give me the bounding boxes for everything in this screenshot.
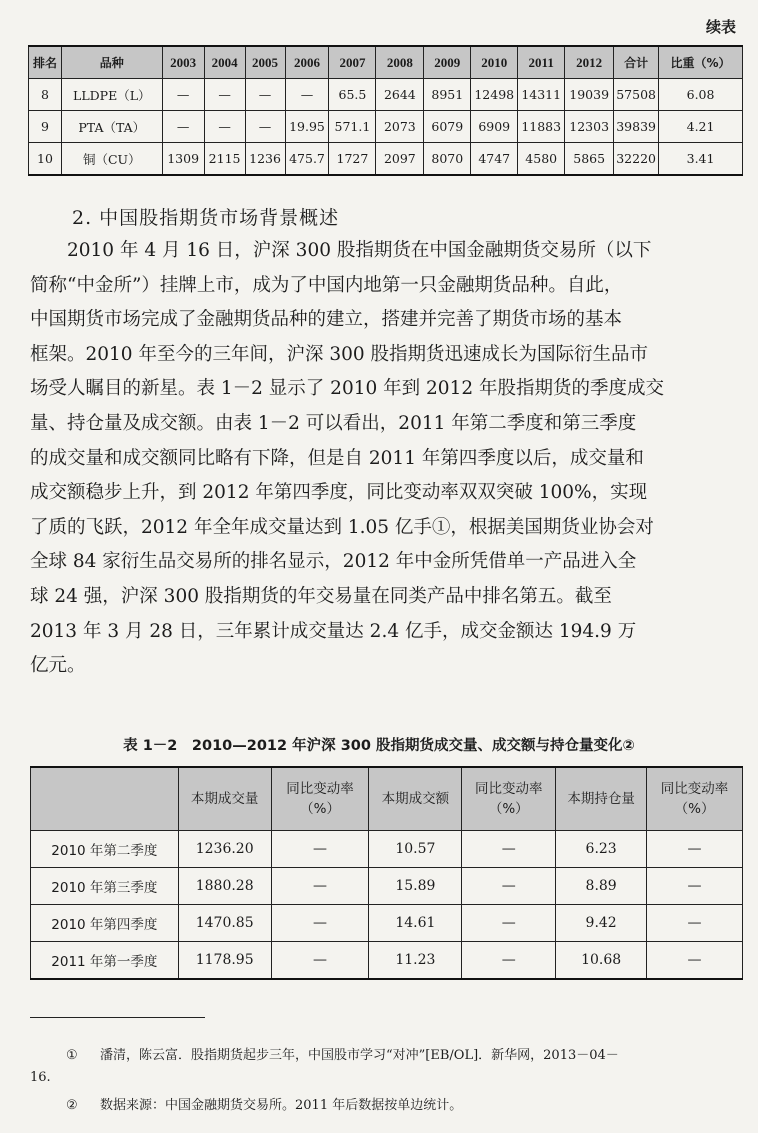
footnote-1 [30,1045,742,1089]
header-cell: 2005 [245,46,285,79]
table-cell: 1236.20 [178,831,271,868]
table-cell: 5865 [565,143,614,176]
table-cell: 10.57 [369,831,462,868]
table-cell: 57508 [614,79,659,111]
table-cell: 2073 [376,111,424,143]
table-cell: 1178.95 [178,942,271,980]
header-cell [647,767,743,831]
row-label: 2011 年第一季度 [31,942,179,980]
table-cell: 19.95 [285,111,329,143]
table-cell: 39839 [614,111,659,143]
header-cell: 2011 [518,46,565,79]
table-cell: 9 [29,111,62,143]
table-cell: 3.41 [659,143,743,176]
footnote-2 [30,1095,742,1117]
paragraph-line: 球 24 强，沪深 300 股指期货的年交易量在同类产品中排名第五。截至 [30,585,612,607]
table-cell: — [462,942,556,980]
table-cell: — [271,942,369,980]
table-cell: 8.89 [556,868,647,905]
table-cell: — [647,831,743,868]
table-cell: — [245,79,285,111]
header-line: 本期成交额 [381,791,450,807]
table-cell: 铜（CU） [61,143,162,176]
paragraph-line: 的成交量和成交额同比略有下降，但是自 2011 年第四季度以后，成交量和 [30,447,644,469]
row-label: 2010 年第二季度 [31,831,179,868]
table-cell: 19039 [565,79,614,111]
table-cell: 6079 [424,111,471,143]
table-row [31,942,743,980]
paragraph-line: 量、持仓量及成交额。由表 1－2 可以看出，2011 年第二季度和第三季度 [30,412,637,434]
table-cell: 8070 [424,143,471,176]
footnote-text: 数据来源：中国金融期货交易所。2011 年后数据按单边统计。 [100,1098,463,1113]
table-cell: 6909 [471,111,518,143]
table-row [31,831,743,868]
header-cell: 2010 [471,46,518,79]
table-cell: — [462,831,556,868]
footnote-mark: ② [66,1098,78,1113]
table-cell: 15.89 [369,868,462,905]
paragraph-line: 2013 年 3 月 28 日，三年累计成交量达 2.4 亿手，成交金额达 194.9 万 [30,620,637,642]
header-cell: 2007 [329,46,376,79]
table-cell: 475.7 [285,143,329,176]
table-cell: LLDPE（L） [61,79,162,111]
table-cell: — [285,79,329,111]
paragraph-line: 成交额稳步上升，到 2012 年第四季度，同比变动率双双突破 100%，实现 [30,482,648,504]
table-row [31,905,743,942]
table-cell: 11883 [518,111,565,143]
footnote-text: 潘清，陈云富．股指期货起步三年，中国股市学习“对冲”[EB/OL]．新华网，2013－04－ [100,1048,619,1063]
table-cell: 6.08 [659,79,743,111]
header-line: 同比变动率 [475,781,543,797]
table-cell: 10 [29,143,62,176]
paragraph-line: 亿元。 [30,655,86,677]
table-cell: — [647,868,743,905]
table-cell: 1880.28 [178,868,271,905]
table-cell: 12498 [471,79,518,111]
header-cell: 排名 [29,46,62,79]
footnote-continuation: 16. [30,1070,51,1085]
paragraph-line: 中国期货市场完成了金融期货品种的建立，搭建并完善了期货市场的基本 [30,309,623,331]
footnote-divider [30,1017,205,1018]
table-cell: 65.5 [329,79,376,111]
header-line: 同比变动率 [660,781,729,797]
table-cell: 14.61 [369,905,462,942]
table-cell: 9.42 [556,905,647,942]
header-line: （%） [488,801,529,817]
table-cell: 8951 [424,79,471,111]
header-cell: 合计 [614,46,659,79]
section-heading: 2. 中国股指期货市场背景概述 [72,207,340,229]
header-cell-empty [31,767,179,831]
table-cell: 2644 [376,79,424,111]
header-cell [178,767,271,831]
table-cell: 6.23 [556,831,647,868]
table-cell: 4747 [471,143,518,176]
body-paragraph [30,234,742,684]
table-cell: 12303 [565,111,614,143]
table-row [31,868,743,905]
header-cell [462,767,556,831]
table-row [29,111,743,143]
paragraph-line: 简称“中金所”）挂牌上市，成为了中国内地第一只金融期货品种。自此， [30,274,623,296]
header-cell: 品种 [61,46,162,79]
table-cell: 11.23 [369,942,462,980]
header-cell: 2004 [204,46,245,79]
header-cell: 比重（%） [659,46,743,79]
table-cell: — [162,111,204,143]
table-cell: — [271,831,369,868]
table-cell: — [204,111,245,143]
header-line: 本期成交量 [190,791,259,807]
paragraph-line: 框架。2010 年至今的三年间，沪深 300 股指期货迅速成长为国际衍生品市 [30,343,649,365]
table-caption: 表 1－2 2010—2012 年沪深 300 股指期货成交量、成交额与持仓量变化② [123,738,635,754]
futures-ranking-table [28,45,743,176]
table-cell: — [647,905,743,942]
table-cell: 4.21 [659,111,743,143]
table-cell: — [462,868,556,905]
table-header-row [29,46,743,79]
paragraph-line: 了质的飞跃，2012 年全年成交量达到 1.05 亿手①，根据美国期货业协会对 [30,516,654,538]
table-cell: — [647,942,743,980]
table-cell: 10.68 [556,942,647,980]
table-cell: 571.1 [329,111,376,143]
header-line: （%） [674,801,715,817]
table-cell: 32220 [614,143,659,176]
row-label: 2010 年第四季度 [31,905,179,942]
continuation-label: 续表 [705,18,736,36]
table-cell: 1236 [245,143,285,176]
header-cell: 2012 [565,46,614,79]
table-cell: — [204,79,245,111]
table-row [29,79,743,111]
header-line: 同比变动率 [286,781,354,797]
footnote-mark: ① [66,1048,78,1063]
header-cell: 2009 [424,46,471,79]
header-cell: 2006 [285,46,329,79]
paragraph-line: 全球 84 家衍生品交易所的排名显示，2012 年中金所凭借单一产品进入全 [30,551,637,573]
index-futures-quarterly-table [30,766,743,980]
table-cell: — [462,905,556,942]
table-cell: — [245,111,285,143]
table-cell: — [271,868,369,905]
table-cell: 4580 [518,143,565,176]
table-row [29,143,743,176]
paragraph-line: 场受人瞩目的新星。表 1－2 显示了 2010 年到 2012 年股指期货的季度成交 [30,378,664,400]
header-cell [271,767,369,831]
table-cell: — [271,905,369,942]
table-cell: PTA（TA） [61,111,162,143]
table-cell: 1470.85 [178,905,271,942]
header-cell [369,767,462,831]
table-cell: 14311 [518,79,565,111]
table-cell: 1727 [329,143,376,176]
header-cell: 2008 [376,46,424,79]
table-cell: — [162,79,204,111]
table-cell: 1309 [162,143,204,176]
table-header-row [31,767,743,831]
header-line: （%） [300,801,340,817]
header-cell [556,767,647,831]
header-cell: 2003 [162,46,204,79]
paragraph-line: 2010 年 4 月 16 日，沪深 300 股指期货在中国金融期货交易所（以下 [30,240,652,261]
table-cell: 2115 [204,143,245,176]
row-label: 2010 年第三季度 [31,868,179,905]
table-cell: 8 [29,79,62,111]
table-cell: 2097 [376,143,424,176]
header-line: 本期持仓量 [567,791,635,807]
